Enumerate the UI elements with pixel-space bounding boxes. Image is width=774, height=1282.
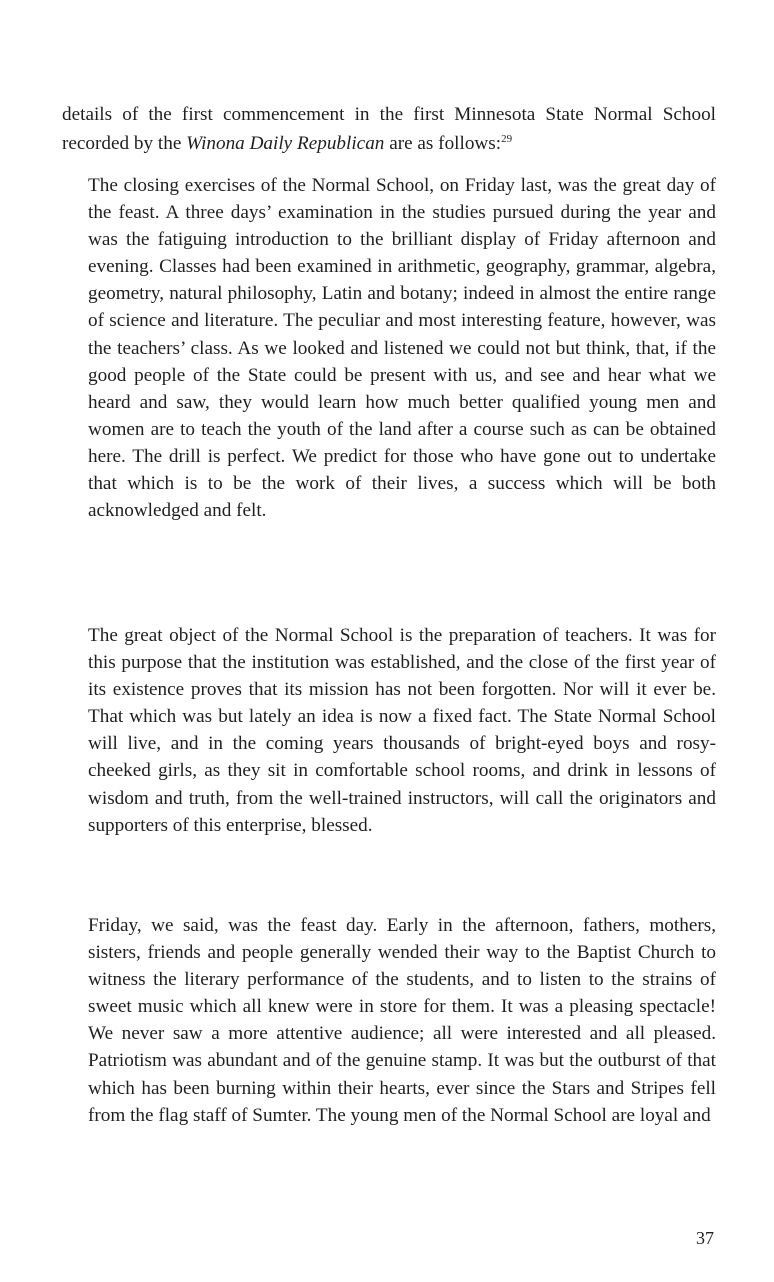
intro-text-before-title: details of the first commencement in the first Minnesota State Normal School recorded by the xyxy=(62,104,716,154)
intro-paragraph xyxy=(62,100,716,158)
intro-text-after-title: are as follows: xyxy=(384,133,502,154)
newspaper-title: Winona Daily Republican xyxy=(186,133,385,154)
footnote-marker: 29 xyxy=(501,133,513,145)
quote-paragraph-2: The great object of the Normal School is the preparation of teachers. It was for this purpose that the institution was established, and the close of the first year of its existence proves that its mission has not been forgotten. Nor will it ever be. That which was but lately an idea is now a fixed fact. The State Normal School will live, and in the coming years thousands of bright-eyed boys and rosy-cheeked girls, as they sit in comfortable school rooms, and drink in lessons of wisdom and truth, from the well-trained instructors, will call the originators and supporters of this enterprise, blessed. xyxy=(88,625,716,836)
quote-paragraph-3: Friday, we said, was the feast day. Early in the afternoon, fathers, mothers, sisters, friends and people generally wended their way to the Baptist Church to witness the literary performance of the students, and to listen to the strains of sweet music which all knew were in store for them. It was a pleasing spectacle! We never saw a more attentive audience; all were interested and all pleased. Patriotism was abundant and of the genuine stamp. It was but the outburst of that which has been burning within their hearts, ever since the Stars and Stripes fell from the flag staff of Sumter. The young men of the Normal School are loyal and xyxy=(88,915,716,1126)
page-number: 37 xyxy=(696,1228,714,1248)
quote-paragraph-1: The closing exercises of the Normal School, on Friday last, was the great day of the feast. A three days’ examination in the studies pursued during the year and was the fatiguing introduction to the brilliant display of Friday afternoon and evening. Classes had been examined in arithmetic, geography, grammar, algebra, geometry, natural philosophy, Latin and botany; indeed in almost the entire range of science and literature. The peculiar and most interesting feature, however, was the teachers’ class. As we looked and listened we could not but think, that, if the good people of the State could be present with us, and see and hear what we heard and saw, they would learn how much better qualified young men and women are to teach the youth of the land after a course such as can be obtained here. The drill is perfect. We predict for those who have gone out to undertake that which is to be the work of their lives, a success which will be both acknowledged and felt. xyxy=(88,175,716,522)
